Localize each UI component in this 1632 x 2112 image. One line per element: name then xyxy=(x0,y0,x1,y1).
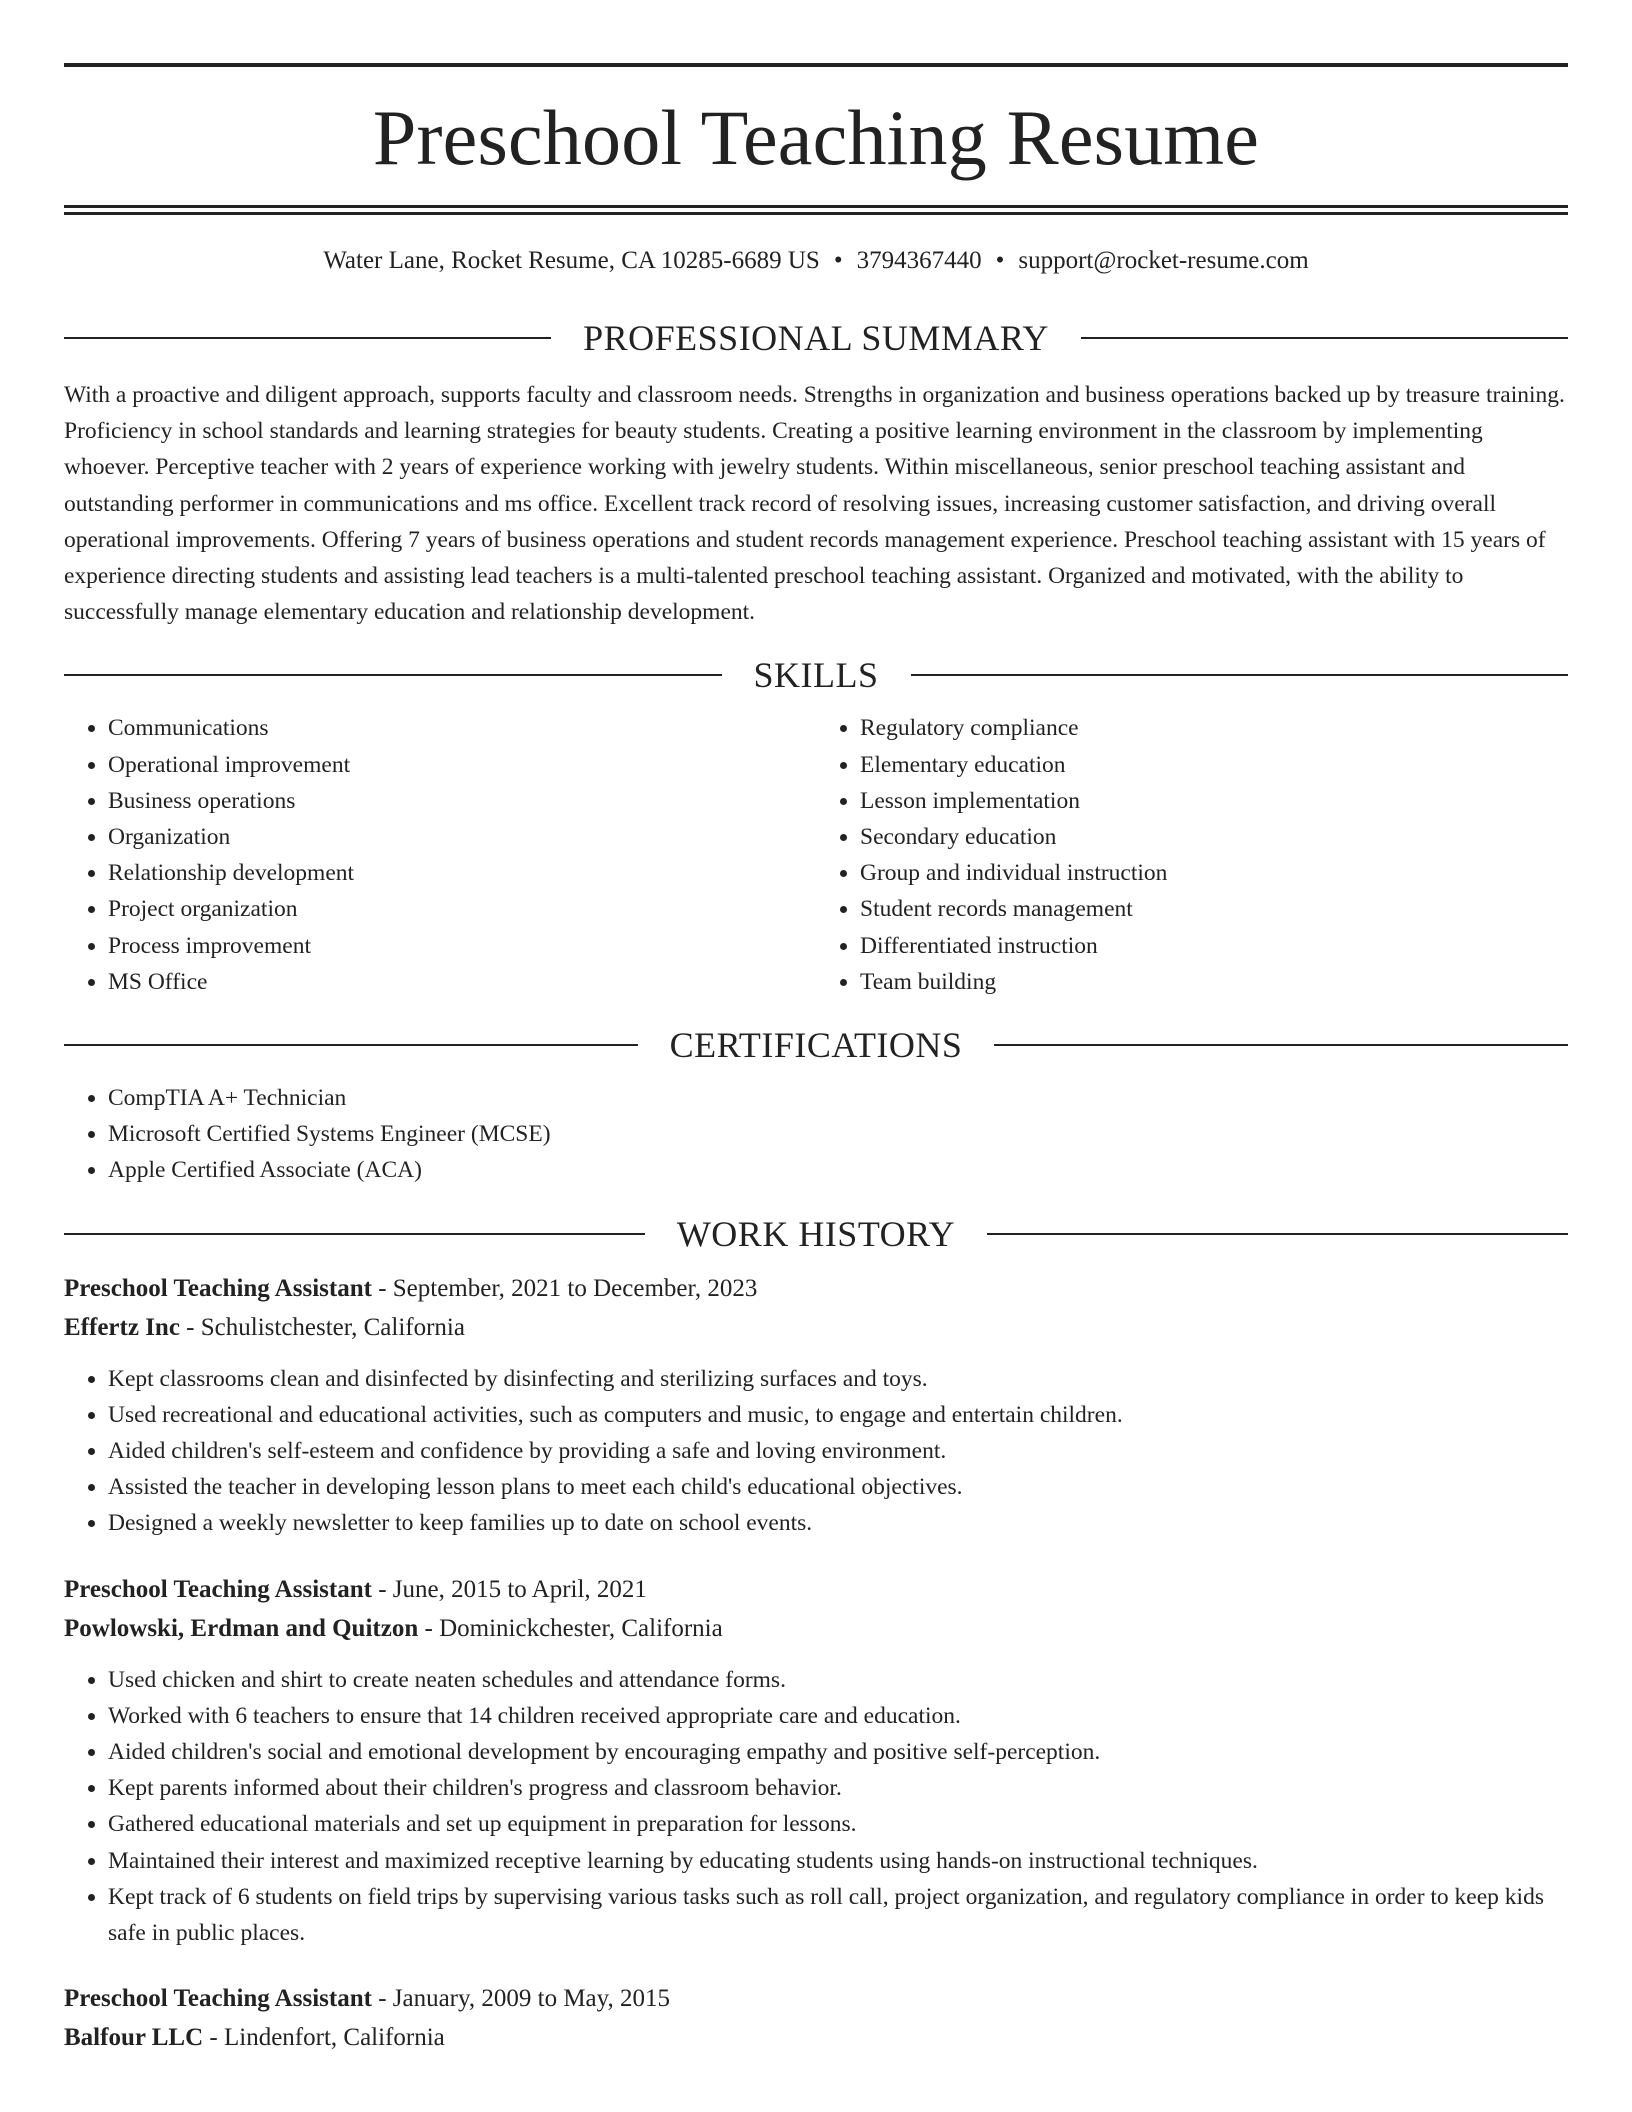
section-heading-certifications xyxy=(64,1022,1568,1068)
heading-rule xyxy=(1081,337,1568,339)
duty-item: • Gathered educational materials and set up equipment in preparation for lessons. xyxy=(108,1806,1568,1842)
job-company-line xyxy=(64,1308,1568,1347)
skill-item: • Relationship development xyxy=(108,855,816,891)
contact-address: Water Lane, Rocket Resume, CA 10285-6689 US xyxy=(323,247,820,274)
job-title-line xyxy=(64,1269,1568,1308)
heading-rule xyxy=(64,674,722,676)
skill-item: • Regulatory compliance xyxy=(860,710,1568,746)
skill-item: • Secondary education xyxy=(860,819,1568,855)
job-dates: - January, 2009 to May, 2015 xyxy=(371,1985,671,2013)
skill-item: • Business operations xyxy=(108,783,816,819)
skill-item: • Differentiated instruction xyxy=(860,928,1568,964)
section-heading-work-history xyxy=(64,1211,1568,1257)
skill-item: • MS Office xyxy=(108,964,816,1000)
job-location: - Lindenfort, California xyxy=(203,2024,445,2052)
certification-item: • Apple Certified Associate (ACA) xyxy=(108,1152,1568,1188)
job-duties-list xyxy=(64,1361,1568,1542)
job-role: Preschool Teaching Assistant xyxy=(64,1274,372,1302)
section-title: SKILLS xyxy=(753,655,879,696)
skill-item: • Operational improvement xyxy=(108,747,816,783)
heading-rule xyxy=(987,1233,1568,1235)
job-role: Preschool Teaching Assistant xyxy=(64,1575,372,1603)
skill-item: • Team building xyxy=(860,964,1568,1000)
skill-item: • Group and individual instruction xyxy=(860,855,1568,891)
duty-item: • Worked with 6 teachers to ensure that 14 children received appropriate care and education. xyxy=(108,1698,1568,1734)
duty-item: • Aided children's social and emotional development by encouraging empathy and positive self-perception. xyxy=(108,1734,1568,1770)
skills-column-right xyxy=(816,710,1568,1000)
resume-page xyxy=(64,0,1568,2057)
job-dates: - September, 2021 to December, 2023 xyxy=(371,1274,758,1302)
job-company: Balfour LLC xyxy=(64,2024,204,2052)
duty-item: • Aided children's self-esteem and confidence by providing a safe and loving environment. xyxy=(108,1433,1568,1469)
skill-item: • Process improvement xyxy=(108,928,816,964)
certification-item: • Microsoft Certified Systems Engineer (MCSE) xyxy=(108,1116,1568,1152)
duty-item: • Designed a weekly newsletter to keep families up to date on school events. xyxy=(108,1505,1568,1541)
duty-item: • Maintained their interest and maximized receptive learning by educating students using hands-on instructional techniques. xyxy=(108,1843,1568,1879)
heading-rule xyxy=(911,674,1569,676)
job-title-line xyxy=(64,1570,1568,1609)
top-rule xyxy=(64,63,1568,67)
job-duties-list xyxy=(64,1662,1568,1952)
skills-column-left xyxy=(64,710,816,1000)
skill-item: • Project organization xyxy=(108,891,816,927)
skill-item: • Communications xyxy=(108,710,816,746)
job-entry xyxy=(64,1979,1568,2057)
contact-separator: • xyxy=(995,247,1005,274)
duty-item: • Kept parents informed about their children's progress and classroom behavior. xyxy=(108,1770,1568,1806)
duty-item: • Kept track of 6 students on field trips by supervising various tasks such as roll call, project organization, and regulatory compliance in order to keep kids safe in public places. xyxy=(108,1879,1568,1951)
skill-item: • Organization xyxy=(108,819,816,855)
page-title: Preschool Teaching Resume xyxy=(372,94,1260,181)
section-heading-summary xyxy=(64,315,1568,361)
contact-line xyxy=(64,245,1568,277)
job-role: Preschool Teaching Assistant xyxy=(64,1985,372,2013)
contact-phone: 3794367440 xyxy=(856,247,982,274)
skill-item: • Student records management xyxy=(860,891,1568,927)
job-title-line xyxy=(64,1979,1568,2018)
skills-list xyxy=(64,710,1568,1000)
job-entry xyxy=(64,1269,1568,1542)
work-history-list xyxy=(64,1269,1568,2058)
duty-item: • Assisted the teacher in developing lesson plans to meet each child's educational objectives. xyxy=(108,1469,1568,1505)
certification-item: • CompTIA A+ Technician xyxy=(108,1080,1568,1116)
heading-rule xyxy=(994,1044,1568,1046)
duty-item: • Used recreational and educational activities, such as computers and music, to engage and entertain children. xyxy=(108,1397,1568,1433)
certifications-list xyxy=(64,1080,1568,1189)
section-title: WORK HISTORY xyxy=(676,1213,956,1254)
heading-rule xyxy=(64,1233,645,1235)
summary-text: With a proactive and diligent approach, supports faculty and classroom needs. Strengths in organization and business operations backed up by treasure training. Proficiency in school standards and learning strategies for beauty students. Creating a positive learning environment in the classroom by implementing whoever. Perceptive teacher with 2 years of experience working with jewelry students. Within miscellaneous, senior preschool teaching assistant and outstanding performer in communications and ms office. Excellent track record of resolving issues, increasing customer satisfaction, and driving overall operational improvements. Offering 7 years of business operations and student records management experience. Preschool teaching assistant with 15 years of experience directing students and assisting lead teachers is a multi-talented preschool teaching assistant. Organized and motivated, with the ability to successfully manage elementary education and relationship development. xyxy=(64,382,1565,626)
contact-email: support@rocket-resume.com xyxy=(1018,247,1309,274)
job-location: - Dominickchester, California xyxy=(418,1614,723,1642)
heading-rule xyxy=(64,1044,638,1046)
job-location: - Schulistchester, California xyxy=(179,1313,465,1341)
contact-separator: • xyxy=(833,247,843,274)
job-entry xyxy=(64,1570,1568,1952)
heading-rule xyxy=(64,337,551,339)
title-double-rule xyxy=(64,205,1568,215)
job-dates: - June, 2015 to April, 2021 xyxy=(371,1575,647,1603)
job-company: Effertz Inc xyxy=(64,1313,180,1341)
job-company-line xyxy=(64,2018,1568,2057)
duty-item: • Used chicken and shirt to create neaten schedules and attendance forms. xyxy=(108,1662,1568,1698)
skill-item: • Elementary education xyxy=(860,747,1568,783)
job-company: Powlowski, Erdman and Quitzon xyxy=(64,1614,419,1642)
section-title: CERTIFICATIONS xyxy=(669,1025,963,1066)
skill-item: • Lesson implementation xyxy=(860,783,1568,819)
job-company-line xyxy=(64,1609,1568,1648)
section-heading-skills xyxy=(64,652,1568,698)
duty-item: • Kept classrooms clean and disinfected by disinfecting and sterilizing surfaces and toys. xyxy=(108,1361,1568,1397)
section-title: PROFESSIONAL SUMMARY xyxy=(583,318,1049,358)
